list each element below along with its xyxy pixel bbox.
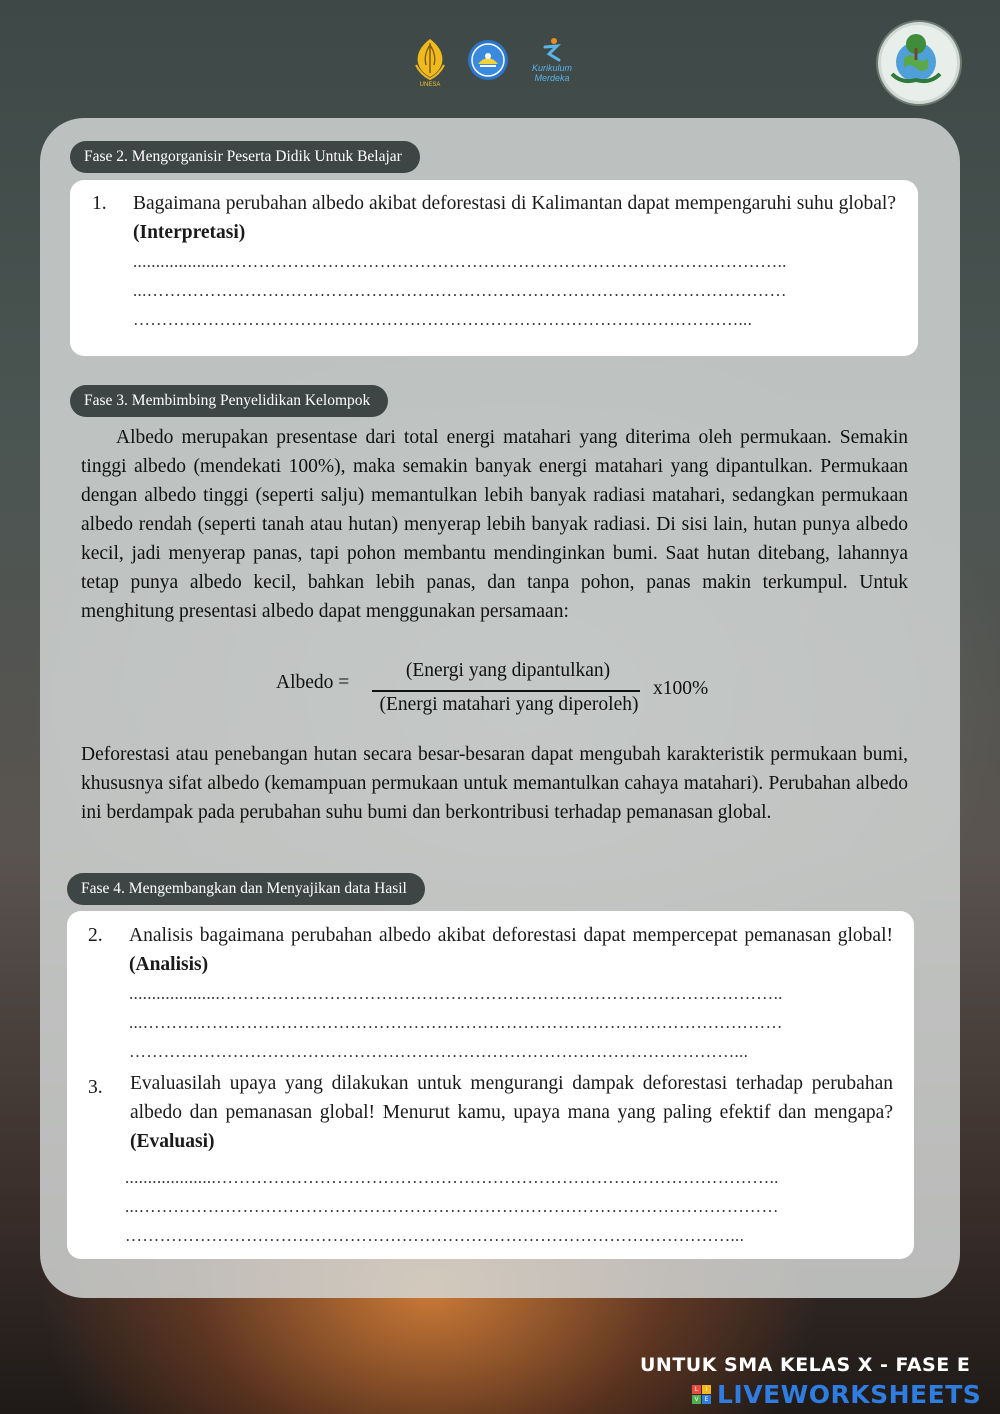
question2-tag: (Analisis) — [129, 954, 209, 975]
lw-letter-i: I — [702, 1385, 711, 1394]
tut-wuri-handayani-logo — [466, 38, 510, 82]
unesa-logo-icon — [408, 35, 452, 85]
unesa-logo — [408, 34, 452, 86]
question2-text: Analisis bagaimana perubahan albedo akibat deforestasi dapat mempercepat pemanasan global! — [129, 925, 893, 946]
grade-label: UNTUK SMA KELAS X - FASE E — [640, 1354, 971, 1376]
unesa-caption: UNESA — [419, 82, 441, 88]
lw-letter-l: L — [692, 1385, 701, 1394]
question1-tag: (Interpretasi) — [133, 222, 246, 243]
question3-text-block — [130, 1069, 893, 1156]
answer3-line-1[interactable]: ....................…………………………………………………………………………………….. — [125, 1168, 779, 1187]
liveworksheets-logo-icon — [692, 1385, 711, 1404]
lw-letter-e: E — [702, 1395, 711, 1404]
kurikulum-merdeka-logo — [524, 34, 580, 86]
question2-text-block — [129, 921, 893, 979]
answer2-line-2[interactable]: ...………………………………………………………………………………………………… — [129, 1013, 783, 1032]
formula-numerator: (Energi yang dipantulkan) — [405, 660, 611, 681]
phase3-title: Fase 3. Membimbing Penyelidikan Kelompok — [70, 385, 388, 417]
deforestation-paragraph: Deforestasi atau penebangan hutan secara besar-besaran dapat mengubah karakteristik permukaan bumi, khususnya sifat albedo (kemampuan permukaan untuk memantulkan cahaya matahari). Perubahan albedo ini berdampak pada perubahan suhu bumi dan berkontribusi terhadap pemanasan global. — [81, 744, 908, 823]
question1-number: 1. — [92, 193, 107, 214]
albedo-paragraph: Albedo merupakan presentase dari total energi matahari yang diterima oleh permukaan. Semakin tinggi albedo (mendekati 100%), maka semakin banyak energi matahari yang dipantulkan. Permukaan dengan albedo tinggi (seperti salju) memantulkan lebih banyak radiasi matahari, sedangkan permukaan albedo rendah (seperti tanah atau hutan) menyerap lebih banyak radiasi. Di sisi lain, hutan punya albedo kecil, jadi menyerap panas, tapi pohon membantu mendinginkan bumi. Saat hutan ditebang, lahannya tetap punya albedo kecil, bahkan lebih panas, dan tanpa pohon, panas makin terkumpul. Untuk menghitung presentasi albedo dapat menggunakan persamaan: — [81, 427, 908, 622]
formula-fraction-bar — [372, 690, 640, 692]
question3-number: 3. — [88, 1077, 103, 1098]
formula-multiplier: x100% — [653, 678, 709, 699]
answer1-line-2[interactable]: ...………………………………………………………………………………………………… — [133, 281, 787, 300]
lw-letter-v: V — [692, 1395, 701, 1404]
formula-lhs: Albedo = — [276, 672, 350, 693]
question2-number: 2. — [88, 925, 103, 946]
phase4-title: Fase 4. Mengembangkan dan Menyajikan data Hasil — [67, 873, 425, 905]
tut-wuri-handayani-icon — [466, 38, 510, 82]
answer3-line-2[interactable]: ...………………………………………………………………………………………………… — [125, 1197, 779, 1216]
answer2-line-1[interactable]: ....................…………………………………………………………………………………….. — [129, 984, 783, 1003]
answer1-line-3[interactable]: ……………………………………………………………………………………………... — [133, 310, 753, 329]
formula-denominator: (Energi matahari yang diperoleh) — [379, 694, 639, 715]
kurikulum-merdeka-icon — [539, 37, 565, 63]
question1-text: Bagaimana perubahan albedo akibat deforestasi di Kalimantan dapat mempengaruhi suhu global? — [133, 193, 896, 214]
phase2-title: Fase 2. Mengorganisir Peserta Didik Untuk Belajar — [70, 141, 420, 173]
question1-text-block — [133, 189, 896, 247]
question3-text: Evaluasilah upaya yang dilakukan untuk mengurangi dampak deforestasi terhadap perubahan albedo dan pemanasan global! Menurut kamu, upaya mana yang paling efektif dan mengapa? — [130, 1073, 893, 1123]
answer2-line-3[interactable]: ……………………………………………………………………………………………... — [129, 1042, 749, 1061]
liveworksheets-text: LIVEWORKSHEETS — [717, 1380, 982, 1409]
header-logos — [408, 34, 580, 86]
earth-tree-hands-emblem-icon — [878, 22, 960, 104]
question3-tag: (Evaluasi) — [130, 1131, 215, 1152]
liveworksheets-watermark — [692, 1380, 981, 1409]
answer1-line-1[interactable]: ....................…………………………………………………………………………………….. — [133, 252, 787, 271]
answer3-line-3[interactable]: ……………………………………………………………………………………………... — [125, 1226, 745, 1245]
kurikulum-caption-line2: Merdeka — [534, 73, 570, 83]
kurikulum-caption-line1: Kurikulum — [531, 63, 572, 73]
